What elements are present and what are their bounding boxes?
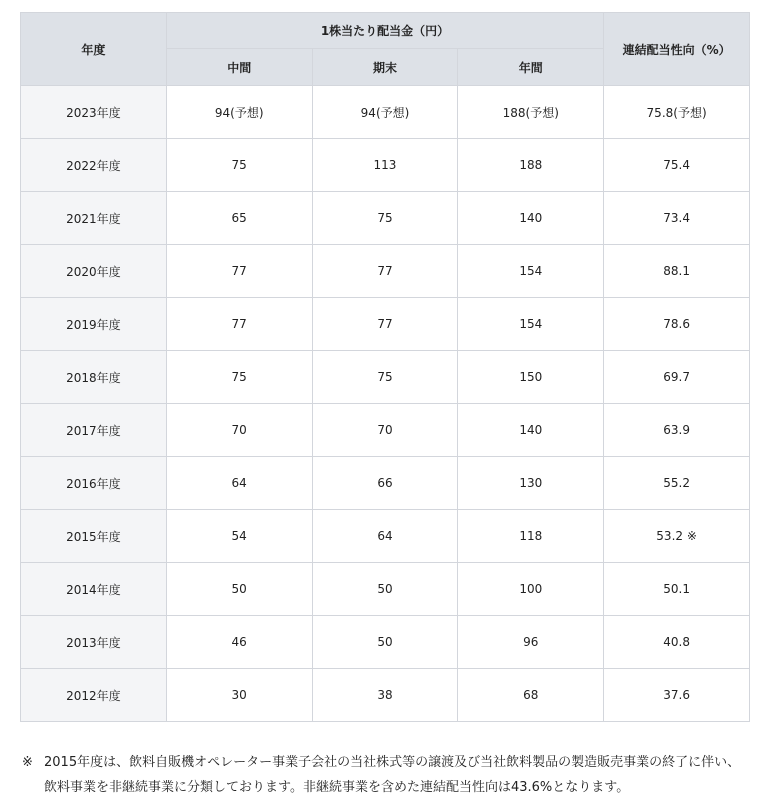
cell-year: 2022年度 [21,139,167,192]
cell-payout: 78.6 [604,298,750,351]
table-row [21,669,750,722]
cell-year-end: 66 [312,457,458,510]
cell-year-end: 75 [312,192,458,245]
cell-year: 2023年度 [21,86,167,139]
table-row [21,510,750,563]
cell-interim: 30 [166,669,312,722]
cell-annual: 154 [458,298,604,351]
cell-year: 2014年度 [21,563,167,616]
cell-year-end: 38 [312,669,458,722]
cell-interim: 75 [166,139,312,192]
table-row [21,563,750,616]
cell-payout: 53.2 ※ [604,510,750,563]
cell-payout: 55.2 [604,457,750,510]
header-payout: 連結配当性向（%） [604,13,750,86]
cell-year-end: 94(予想) [312,86,458,139]
header-annual: 年間 [458,49,604,86]
table-row [21,404,750,457]
table-row [21,298,750,351]
cell-year: 2018年度 [21,351,167,404]
table-row [21,192,750,245]
cell-year-end: 70 [312,404,458,457]
cell-year: 2020年度 [21,245,167,298]
cell-interim: 70 [166,404,312,457]
cell-interim: 77 [166,245,312,298]
cell-year-end: 113 [312,139,458,192]
header-dividend: 1株当たり配当金（円） [166,13,603,49]
cell-payout: 75.8(予想) [604,86,750,139]
footnote-mark: ※ [22,755,33,770]
cell-payout: 37.6 [604,669,750,722]
header-year-end: 期末 [312,49,458,86]
cell-year-end: 77 [312,245,458,298]
cell-year: 2021年度 [21,192,167,245]
table-row [21,139,750,192]
cell-annual: 150 [458,351,604,404]
table-row [21,616,750,669]
cell-payout: 63.9 [604,404,750,457]
table-row [21,245,750,298]
cell-annual: 140 [458,404,604,457]
header-year: 年度 [21,13,167,86]
table-row [21,457,750,510]
cell-interim: 94(予想) [166,86,312,139]
cell-year-end: 50 [312,616,458,669]
footnote [22,750,742,800]
footnote-text: 2015年度は、飲料自販機オペレーター事業子会社の当社株式等の譲渡及び当社飲料製品の製造販売事業の終了に伴い、飲料事業を非継続事業に分類しております。非継続事業を含めた連結配当性向は43.6%となります。 [44,755,741,795]
cell-payout: 50.1 [604,563,750,616]
cell-year: 2016年度 [21,457,167,510]
cell-year: 2012年度 [21,669,167,722]
cell-annual: 100 [458,563,604,616]
cell-annual: 68 [458,669,604,722]
cell-interim: 65 [166,192,312,245]
cell-payout: 75.4 [604,139,750,192]
cell-year: 2019年度 [21,298,167,351]
cell-year: 2013年度 [21,616,167,669]
cell-interim: 64 [166,457,312,510]
cell-interim: 46 [166,616,312,669]
cell-year: 2015年度 [21,510,167,563]
header-interim: 中間 [166,49,312,86]
cell-annual: 188 [458,139,604,192]
dividend-table [20,12,750,722]
cell-annual: 96 [458,616,604,669]
cell-annual: 154 [458,245,604,298]
cell-annual: 118 [458,510,604,563]
cell-payout: 40.8 [604,616,750,669]
cell-year-end: 77 [312,298,458,351]
cell-year: 2017年度 [21,404,167,457]
cell-interim: 77 [166,298,312,351]
cell-annual: 130 [458,457,604,510]
cell-interim: 54 [166,510,312,563]
cell-payout: 73.4 [604,192,750,245]
cell-year-end: 64 [312,510,458,563]
cell-payout: 69.7 [604,351,750,404]
cell-year-end: 75 [312,351,458,404]
cell-interim: 50 [166,563,312,616]
table-row [21,351,750,404]
table-row [21,86,750,139]
cell-annual: 140 [458,192,604,245]
cell-annual: 188(予想) [458,86,604,139]
cell-interim: 75 [166,351,312,404]
cell-payout: 88.1 [604,245,750,298]
cell-year-end: 50 [312,563,458,616]
